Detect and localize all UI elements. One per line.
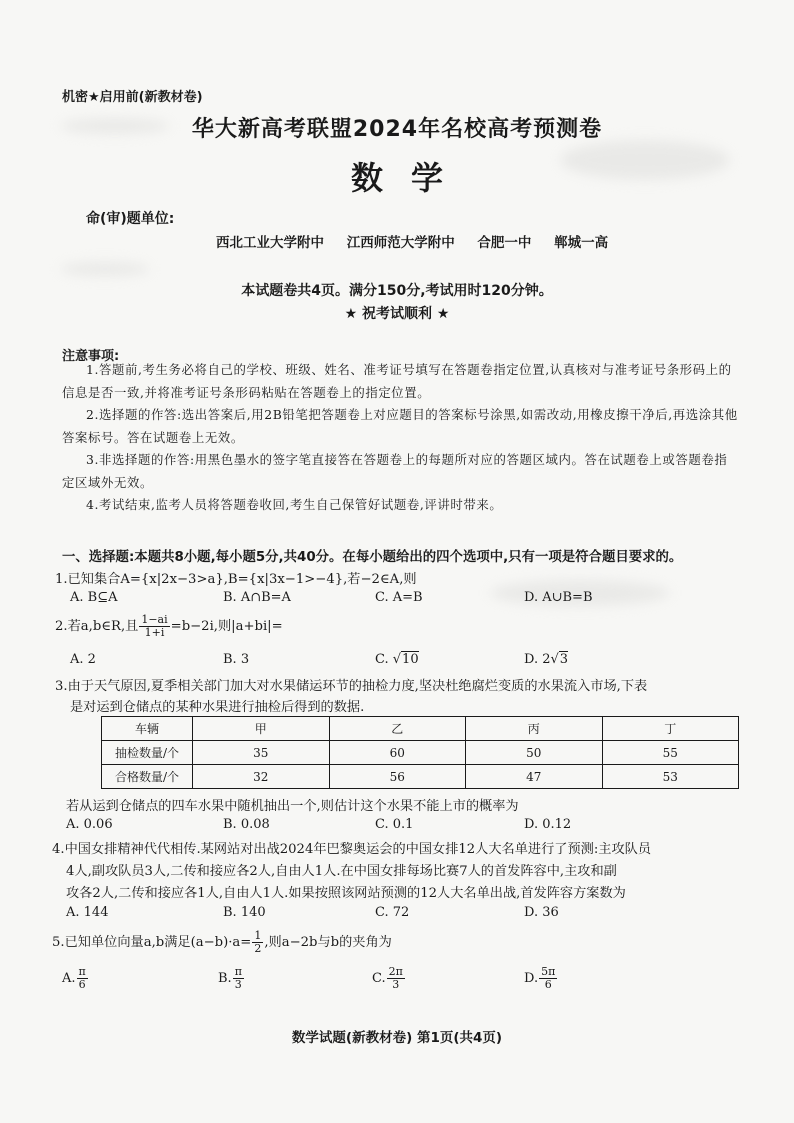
confidential-label: 机密★启用前(新教材卷) — [62, 90, 203, 105]
frac-den: 6 — [544, 978, 552, 991]
q5-option-a-label: A. — [62, 971, 76, 986]
question-4-line1: 4.中国女排精神代代相传.某网站对出战2024年巴黎奥运会的中国女排12人大名单进行了预测:主攻队员 — [52, 842, 652, 857]
author-school: 西北工业大学附中 — [216, 235, 324, 251]
good-luck-banner: ★ 祝考试顺利 ★ — [344, 306, 450, 322]
q2-frac-den: 1+i — [144, 626, 165, 639]
table-header-cell: 车辆 — [102, 717, 193, 741]
q2-fraction — [139, 614, 169, 639]
q5-option-d-frac — [539, 966, 557, 991]
question-4-line3: 攻各2人,二传和接应各1人,自由人1人.如果按照该网站预测的12人大名单出战,首发阵容方案数为 — [66, 886, 626, 901]
frac-den: 3 — [392, 978, 400, 991]
table-header-cell: 甲 — [193, 717, 330, 741]
table-cell: 53 — [602, 765, 739, 789]
note-item: 2.选择题的作答:选出答案后,用2B铅笔把答题卷上对应题目的答案标号涂黑,如需改动,用橡皮擦干净后,再选涂其他答案标号。答在试题卷上无效。 — [62, 407, 738, 445]
q5-frac-den: 2 — [254, 942, 262, 955]
notes-title: 注意事项: — [62, 349, 120, 364]
frac-num: 2π — [388, 965, 403, 978]
q3-option-a: A. 0.06 — [66, 817, 113, 832]
subject-title: 数学 — [350, 159, 471, 197]
author-school: 江西师范大学附中 — [346, 235, 455, 251]
frac-den: 3 — [234, 978, 242, 991]
q3-option-b: B. 0.08 — [223, 817, 270, 832]
q5-option-c — [372, 966, 406, 991]
q5-option-b-frac — [233, 966, 244, 991]
q2-option-d: D. 2√3 — [524, 652, 569, 667]
frac-num: π — [78, 965, 86, 978]
inspection-table — [101, 716, 739, 789]
q2-option-c-label: C. — [375, 652, 393, 667]
section-heading: 一、选择题:本题共8小题,每小题5分,共40分。在每小题给出的四个选项中,只有一项是符合题目要求的。 — [62, 550, 683, 565]
table-row — [102, 741, 739, 765]
table-cell: 32 — [193, 765, 330, 789]
table-cell: 50 — [466, 741, 603, 765]
table-cell: 47 — [466, 765, 603, 789]
authors-list — [216, 231, 626, 251]
table-cell: 抽检数量/个 — [102, 741, 193, 765]
q5-option-d — [524, 966, 558, 991]
q1-option-c: C. A=B — [375, 590, 423, 605]
q4-option-c: C. 72 — [375, 905, 410, 920]
frac-num: 5π — [541, 965, 556, 978]
q2-option-c: C. √10 — [375, 652, 419, 667]
exam-info: 本试题卷共4页。满分150分,考试用时120分钟。 — [241, 283, 553, 299]
q5-option-d-label: D. — [524, 971, 539, 986]
question-2 — [55, 614, 283, 639]
q5-suffix: ,则a−2b与b的夹角为 — [264, 935, 392, 950]
q2-frac-num: 1−ai — [141, 613, 168, 626]
table-header-cell: 乙 — [329, 717, 466, 741]
table-cell: 55 — [602, 741, 739, 765]
note-item: 4.考试结束,监考人员将答题卷收回,考生自己保管好试题卷,评讲时带来。 — [86, 497, 503, 512]
table-cell: 60 — [329, 741, 466, 765]
note-item: 3.非选择题的作答:用黑色墨水的签字笔直接答在答题卷上的每题所对应的答题区域内。答在试题卷上或答题卷指定区域外无效。 — [62, 452, 728, 490]
frac-den: 6 — [78, 978, 86, 991]
q5-prefix: 5.已知单位向量a,b满足(a−b)·a= — [52, 935, 252, 950]
q3-option-c: C. 0.1 — [375, 817, 414, 832]
authors-label: 命(审)题单位: — [86, 211, 175, 227]
question-1: 1.已知集合A={x|2x−3>a},B={x|3x−1>−4},若−2∈A,则 — [55, 572, 417, 587]
q5-option-a-frac — [77, 966, 88, 991]
q2-option-a: A. 2 — [70, 652, 96, 667]
q5-option-c-frac — [387, 966, 405, 991]
q5-fraction — [252, 930, 263, 955]
q2-option-d-radicand: 3 — [559, 652, 569, 667]
question-3-line2: 是对运到仓储点的某种水果进行抽检后得到的数据. — [70, 700, 365, 715]
author-school: 合肥一中 — [477, 235, 532, 251]
table-header-cell: 丙 — [466, 717, 603, 741]
q2-prefix: 2.若a,b∈R,且 — [55, 619, 139, 634]
author-school: 郸城一高 — [554, 235, 609, 251]
q2-option-d-label: D. 2 — [524, 652, 551, 667]
question-5 — [52, 930, 392, 955]
frac-num: π — [234, 965, 242, 978]
question-3-prompt: 若从运到仓储点的四车水果中随机抽出一个,则估计这个水果不能上市的概率为 — [66, 799, 519, 814]
question-4-line2: 4人,副攻队员3人,二传和接应各2人,自由人1人.在中国女排每场比赛7人的首发阵容中,主攻和副 — [66, 864, 617, 879]
q5-option-b — [218, 966, 245, 991]
q5-option-c-label: C. — [372, 971, 386, 986]
note-item: 1.答题前,考生务必将自己的学校、班级、姓名、准考证号填写在答题卷指定位置,认真核对与准考证号条形码上的信息是否一致,并将准考证号条形码粘贴在答题卷上的指定位置。 — [62, 362, 732, 400]
table-cell: 35 — [193, 741, 330, 765]
table-header-row — [102, 717, 739, 741]
q4-option-d: D. 36 — [524, 905, 559, 920]
table-cell: 合格数量/个 — [102, 765, 193, 789]
table-row — [102, 765, 739, 789]
q5-frac-num: 1 — [254, 929, 262, 942]
table-header-cell: 丁 — [602, 717, 739, 741]
question-3-line1: 3.由于天气原因,夏季相关部门加大对水果储运环节的抽检力度,坚决杜绝腐烂变质的水果流入市场,下表 — [55, 679, 648, 694]
q2-option-b: B. 3 — [223, 652, 250, 667]
q5-option-b-label: B. — [218, 971, 232, 986]
q1-option-d: D. A∪B=B — [524, 590, 593, 605]
scan-smudge — [60, 262, 150, 276]
table-cell: 56 — [329, 765, 466, 789]
q5-option-a — [62, 966, 89, 991]
q4-option-b: B. 140 — [223, 905, 266, 920]
q1-option-a: A. B⊆A — [70, 590, 118, 605]
exam-title: 华大新高考联盟2024年名校高考预测卷 — [191, 117, 603, 142]
q2-suffix: =b−2i,则|a+bi|= — [170, 619, 283, 634]
q4-option-a: A. 144 — [66, 905, 109, 920]
q2-option-c-radicand: 10 — [402, 652, 419, 667]
q3-option-d: D. 0.12 — [524, 817, 572, 832]
page-footer: 数学试题(新教材卷) 第1页(共4页) — [291, 1030, 503, 1046]
q1-option-b: B. A∩B=A — [223, 590, 291, 605]
